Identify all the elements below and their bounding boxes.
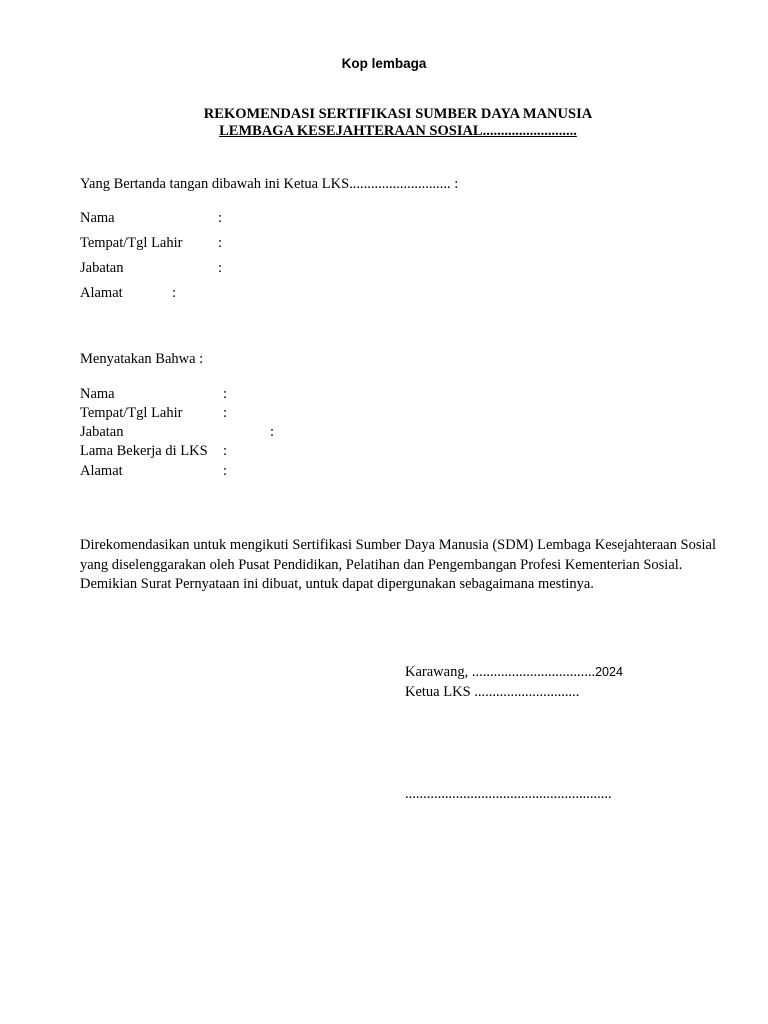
signer-birth-colon: : — [218, 235, 223, 251]
subject-address-colon: : — [223, 463, 228, 479]
signer-intro: Yang Bertanda tangan dibawah ini Ketua LKS............................ : — [80, 176, 459, 192]
subject-intro: Menyatakan Bahwa : — [80, 351, 204, 367]
signer-name-colon: : — [218, 210, 223, 226]
place-date-year: 2024 — [595, 665, 623, 679]
signer-position-colon: : — [218, 260, 223, 276]
subject-birth-label: Tempat/Tgl Lahir — [80, 405, 183, 421]
recommendation-paragraph: Direkomendasikan untuk mengikuti Sertifikasi Sumber Daya Manusia (SDM) Lembaga Kesejahteraan Sosial yang diselenggarakan oleh Pusat Pendidikan, Pelatihan dan Pengembangan Profesi Kementerian Sosial. — [80, 537, 716, 573]
signer-address-label: Alamat — [80, 285, 123, 301]
document-title — [0, 106, 768, 140]
subject-tenure-label: Lama Bekerja di LKS — [80, 443, 208, 459]
subject-name-colon: : — [223, 386, 228, 402]
title-line-2: LEMBAGA KESEJAHTERAAN SOSIAL.......................... — [219, 123, 577, 139]
subject-position-colon: : — [270, 424, 275, 440]
signer-name-label: Nama — [80, 210, 115, 226]
place-date-prefix: Karawang, .................................. — [405, 664, 596, 680]
closing-paragraph: Demikian Surat Pernyataan ini dibuat, untuk dapat dipergunakan sebagaimana mestinya. — [80, 576, 594, 592]
subject-tenure-colon: : — [223, 443, 228, 459]
body-text — [80, 536, 716, 595]
subject-position-label: Jabatan — [80, 424, 124, 440]
title-line-1: REKOMENDASI SERTIFIKASI SUMBER DAYA MANUSIA — [203, 106, 593, 122]
place-date-line — [405, 663, 623, 681]
signer-role: Ketua LKS ............................. — [405, 684, 580, 700]
signer-address-colon: : — [172, 285, 177, 301]
signer-position-label: Jabatan — [80, 260, 124, 276]
signer-birth-label: Tempat/Tgl Lahir — [80, 235, 183, 251]
subject-name-label: Nama — [80, 386, 115, 402]
subject-birth-colon: : — [223, 405, 228, 421]
signature-name-line: ......................................................... — [405, 786, 612, 802]
subject-address-label: Alamat — [80, 463, 123, 479]
letterhead-placeholder: Kop lembaga — [341, 56, 427, 71]
